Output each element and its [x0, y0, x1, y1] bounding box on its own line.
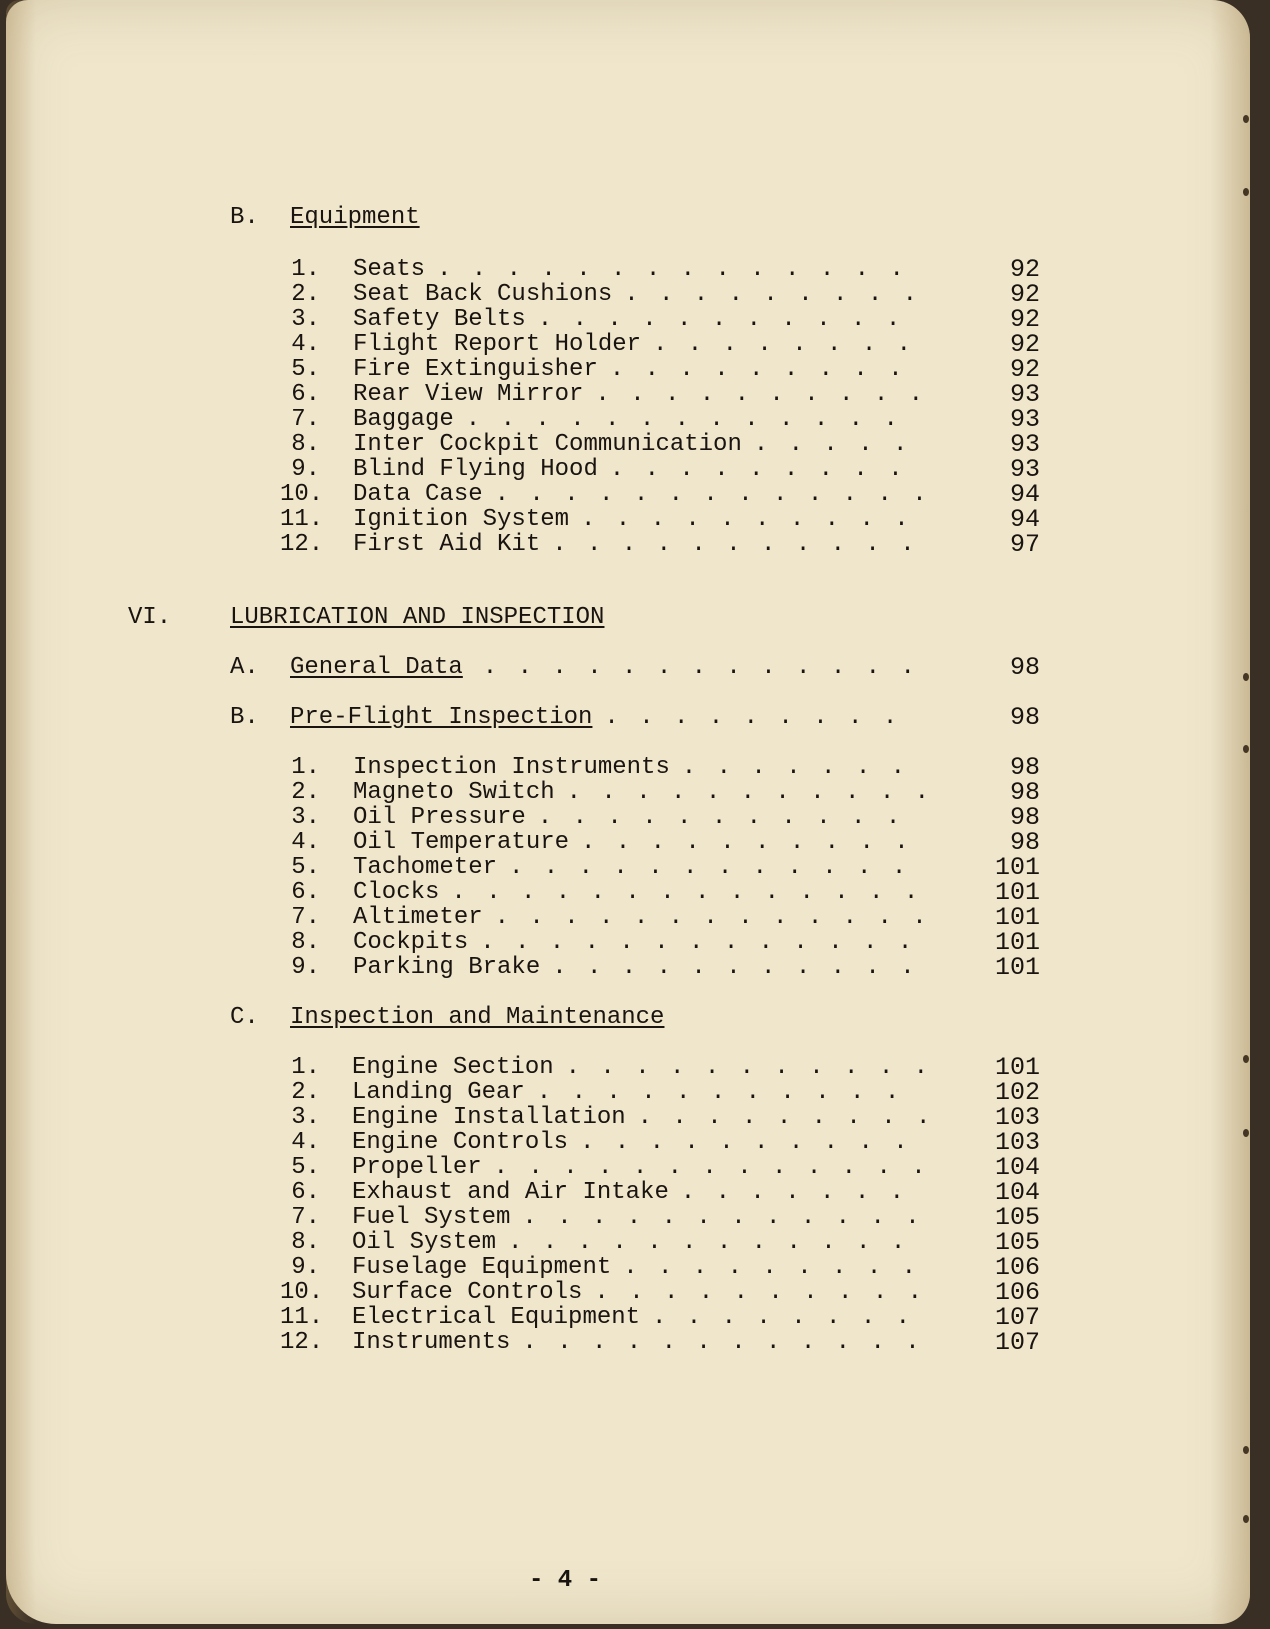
equipment-heading-letter: B. — [230, 204, 259, 231]
entry-label: Baggage — [353, 406, 454, 433]
entry-page: 92 — [1009, 280, 1040, 309]
entry-page: 93 — [1009, 380, 1040, 409]
entry-page: 98 — [1009, 828, 1040, 857]
dot-leader: . . . . . . . . . . — [580, 1130, 911, 1155]
entry-number: 1. — [291, 1054, 320, 1081]
entry-number: 4. — [291, 829, 320, 856]
entry-number: 4. — [291, 331, 320, 358]
dot-leader: . . . . . . . . . . — [581, 507, 912, 532]
entry-label: Data Case — [353, 481, 483, 508]
entry-number: 2. — [291, 281, 320, 308]
dot-leader: . . . . . . . . . . . . . . — [437, 257, 907, 282]
entry-number: 12. — [280, 1329, 324, 1356]
entry-page: 94 — [1009, 480, 1040, 509]
entry-label: Altimeter — [353, 904, 483, 931]
entry-number: 9. — [291, 954, 320, 981]
entry-label: First Aid Kit — [353, 531, 541, 558]
entry-label: Tachometer — [353, 854, 498, 881]
entry-number: 11. — [280, 506, 324, 533]
dot-leader: . . . . . . . . . — [609, 457, 906, 482]
dot-leader: . . . . . . . . . . . . — [522, 1330, 923, 1355]
entry-number: 2. — [291, 779, 320, 806]
entry-page: 98 — [1009, 703, 1040, 732]
entry-page: 107 — [994, 1328, 1040, 1357]
entry-page: 98 — [1009, 753, 1040, 782]
dot-leader: . . . . . . . . . — [609, 357, 906, 382]
dot-leader: . . . . . . . . . . — [594, 1280, 926, 1305]
entry-page: 101 — [994, 1053, 1040, 1082]
entry-number: 9. — [291, 1254, 320, 1281]
entry-label: Surface Controls — [352, 1279, 583, 1306]
preflight-heading-title: Pre-Flight Inspection — [290, 704, 593, 731]
entry-label: Safety Belts — [353, 306, 526, 333]
entry-number: 4. — [291, 1129, 320, 1156]
entry-label: Engine Controls — [352, 1129, 569, 1156]
entry-label: Seat Back Cushions — [353, 281, 613, 308]
maintenance-heading-letter: C. — [230, 1004, 259, 1031]
dot-leader: . . . . . . . . . . . — [536, 1080, 903, 1105]
dot-leader: . . . . . . . . . — [604, 705, 901, 730]
entry-label: Clocks — [353, 879, 440, 906]
entry-label: Propeller — [352, 1154, 482, 1181]
binder-hole-mark — [1243, 745, 1249, 753]
dot-leader: . . . . . . . . . . . — [552, 532, 918, 557]
equipment-heading-title: Equipment — [290, 204, 420, 231]
dot-leader: . . . . . . . — [680, 1180, 908, 1205]
entry-number: 10. — [280, 481, 324, 508]
entry-label: Rear View Mirror — [353, 381, 584, 408]
section-title: LUBRICATION AND INSPECTION — [230, 604, 605, 631]
binder-hole-mark — [1243, 115, 1249, 123]
binder-hole-mark — [1243, 673, 1249, 681]
entry-number: 9. — [291, 456, 320, 483]
dot-leader: . . . . . . . . — [652, 1305, 914, 1330]
dot-leader: . . . . . . . . . . — [581, 830, 912, 855]
entry-label: Parking Brake — [353, 954, 541, 981]
entry-label: Fuel System — [352, 1204, 511, 1231]
maintenance-heading-title: Inspection and Maintenance — [290, 1004, 665, 1031]
entry-page: 92 — [1009, 305, 1040, 334]
entry-page: 98 — [1009, 778, 1040, 807]
dot-leader: . . . . . . . — [681, 755, 909, 780]
entry-number: 3. — [291, 306, 320, 333]
entry-page: 105 — [994, 1203, 1040, 1232]
entry-number: 10. — [280, 1279, 324, 1306]
entry-number: 5. — [291, 356, 320, 383]
entry-number: 6. — [291, 381, 320, 408]
entry-label: Seats — [353, 256, 426, 283]
binder-hole-mark — [1243, 188, 1249, 196]
entry-number: 8. — [291, 929, 320, 956]
entry-page: 101 — [994, 878, 1040, 907]
entry-page: 94 — [1009, 505, 1040, 534]
dot-leader: . . . . . . . . . . . . — [508, 1230, 909, 1255]
general-data-heading-title: General Data — [290, 654, 463, 681]
entry-label: Blind Flying Hood — [353, 456, 598, 483]
entry-number: 7. — [291, 1204, 320, 1231]
dot-leader: . . . . . . . . . . . . . . — [451, 880, 922, 905]
entry-page: 107 — [994, 1303, 1040, 1332]
entry-number: 1. — [291, 256, 320, 283]
entry-page: 103 — [994, 1103, 1040, 1132]
entry-page: 106 — [994, 1253, 1040, 1282]
entry-page: 102 — [994, 1078, 1040, 1107]
entry-label: Electrical Equipment — [352, 1304, 641, 1331]
general-data-heading-letter: A. — [230, 654, 259, 681]
entry-page: 105 — [994, 1228, 1040, 1257]
entry-page: 103 — [994, 1128, 1040, 1157]
entry-number: 2. — [291, 1079, 320, 1106]
page-number: - 4 - — [528, 1567, 601, 1594]
binder-hole-mark — [1243, 1515, 1249, 1523]
entry-number: 1. — [291, 754, 320, 781]
entry-label: Cockpits — [353, 929, 469, 956]
entry-page: 98 — [1009, 803, 1040, 832]
dot-leader: . . . . . . . . . . . . . — [494, 482, 930, 507]
dot-leader: . . . . . . . . . — [624, 282, 921, 307]
entry-page: 101 — [994, 853, 1040, 882]
entry-label: Engine Section — [352, 1054, 554, 1081]
entry-page: 106 — [994, 1278, 1040, 1307]
entry-label: Oil Temperature — [353, 829, 570, 856]
entry-number: 8. — [291, 1229, 320, 1256]
entry-label: Exhaust and Air Intake — [352, 1179, 669, 1206]
entry-label: Landing Gear — [352, 1079, 525, 1106]
entry-label: Instruments — [352, 1329, 511, 1356]
entry-page: 93 — [1009, 430, 1040, 459]
preflight-heading-letter: B. — [230, 704, 259, 731]
binder-hole-mark — [1243, 1129, 1249, 1137]
dot-leader: . . . . . . . . . . . — [537, 805, 904, 830]
entry-label: Fire Extinguisher — [353, 356, 598, 383]
dot-leader: . . . . . . . . — [653, 332, 915, 357]
entry-label: Engine Installation — [352, 1104, 626, 1131]
entry-number: 11. — [280, 1304, 324, 1331]
entry-label: Magneto Switch — [353, 779, 555, 806]
section-numeral: VI. — [128, 604, 172, 631]
entry-page: 104 — [994, 1153, 1040, 1182]
dot-leader: . . . . . . . . . . . . . — [482, 655, 918, 680]
dot-leader: . . . . . . . . . — [623, 1255, 920, 1280]
entry-label: Fuselage Equipment — [352, 1254, 612, 1281]
dot-leader: . . . . . . . . . . . — [552, 955, 918, 980]
dot-leader: . . . . . . . . . . . . . — [494, 905, 930, 930]
entry-label: Inspection Instruments — [353, 754, 670, 781]
entry-page: 92 — [1009, 330, 1040, 359]
dot-leader: . . . . . . . . . . . . — [522, 1205, 923, 1230]
entry-number: 5. — [291, 854, 320, 881]
entry-number: 8. — [291, 431, 320, 458]
entry-page: 101 — [994, 903, 1040, 932]
entry-number: 6. — [291, 1179, 320, 1206]
entry-label: Oil System — [352, 1229, 497, 1256]
entry-number: 7. — [291, 904, 320, 931]
dot-leader: . . . . . . . . . — [637, 1105, 934, 1130]
entry-label: Oil Pressure — [353, 804, 526, 831]
dot-leader: . . . . . — [753, 432, 911, 457]
entry-number: 3. — [291, 804, 320, 831]
entry-page: 92 — [1009, 355, 1040, 384]
entry-page: 101 — [994, 928, 1040, 957]
dot-leader: . . . . . . . . . . . . — [509, 855, 910, 880]
entry-number: 12. — [280, 531, 324, 558]
entry-number: 3. — [291, 1104, 320, 1131]
binder-hole-mark — [1243, 1446, 1249, 1454]
entry-label: Inter Cockpit Communication — [353, 431, 742, 458]
dot-leader: . . . . . . . . . . . — [565, 1055, 932, 1080]
dot-leader: . . . . . . . . . . — [595, 382, 927, 407]
dot-leader: . . . . . . . . . . . — [537, 307, 904, 332]
entry-page: 93 — [1009, 405, 1040, 434]
entry-number: 5. — [291, 1154, 320, 1181]
entry-page: 92 — [1009, 255, 1040, 284]
dot-leader: . . . . . . . . . . . — [566, 780, 933, 805]
entry-number: 6. — [291, 879, 320, 906]
entry-number: 7. — [291, 406, 320, 433]
binder-hole-mark — [1243, 1055, 1249, 1063]
dot-leader: . . . . . . . . . . . . . — [493, 1155, 929, 1180]
dot-leader: . . . . . . . . . . . . . — [480, 930, 916, 955]
entry-page: 97 — [1009, 530, 1040, 559]
dot-leader: . . . . . . . . . . . . . — [465, 407, 901, 432]
entry-page: 101 — [994, 953, 1040, 982]
entry-label: Flight Report Holder — [353, 331, 642, 358]
entry-page: 98 — [1009, 653, 1040, 682]
entry-page: 104 — [994, 1178, 1040, 1207]
entry-label: Ignition System — [353, 506, 570, 533]
entry-page: 93 — [1009, 455, 1040, 484]
